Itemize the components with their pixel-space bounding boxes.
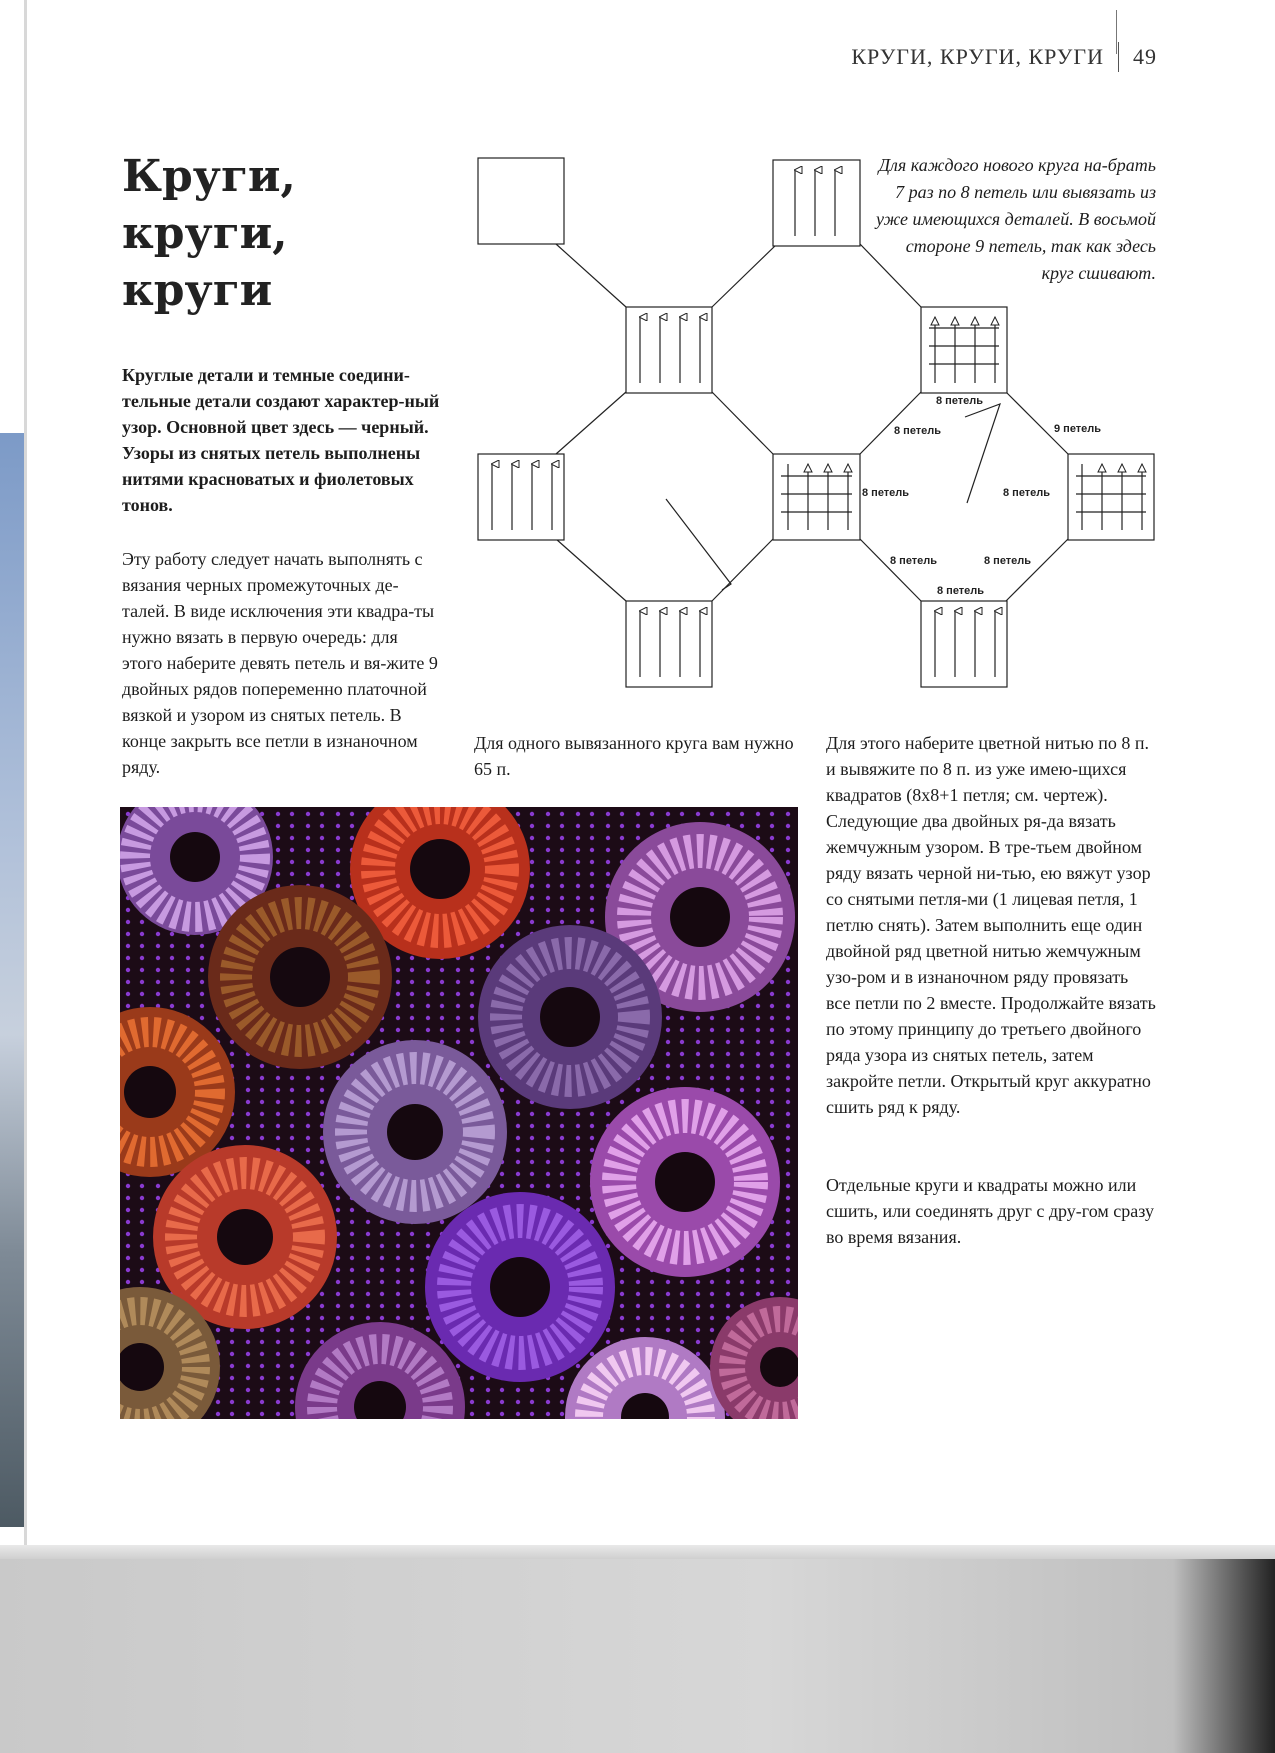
title-line-2: круги, (122, 208, 288, 259)
label-8-stitches: 8 петель (984, 555, 1032, 567)
connector-line (712, 244, 777, 307)
label-8-stitches: 8 петель (1003, 487, 1051, 499)
scan-left-strip (0, 433, 24, 1527)
running-header (851, 42, 1157, 72)
seam-gap-left (666, 499, 731, 590)
connector-line (860, 539, 921, 601)
connector-line (1006, 539, 1068, 601)
body-paragraph-left: Эту работу следует начать выполнять с вязания черных промежуточных де-талей. В виде исключения эти квадра-ты нужно вязать в первую очередь: для этого наберите девять петель и вя-жите 9 двойных рядов попеременно платочной вязкой и узором из снятых петель. В конце закрыть все петли в изнаночном ряду. (122, 549, 438, 777)
connector-line (556, 539, 626, 601)
page-number: 49 (1133, 44, 1157, 69)
label-8-stitches: 8 петель (937, 585, 985, 597)
motif-circle (208, 885, 392, 1069)
intro-paragraph: Круглые детали и темные соедини-тельные детали создают характер-ный узор. Основной цвет здесь — черный. Узоры из снятых петель выполнены нитями красноватых и фиолетовых тонов. (122, 365, 440, 515)
connector-line (860, 392, 921, 454)
title-line-1: Круги, (122, 151, 296, 202)
square-arrows (626, 307, 712, 393)
connector-line (712, 539, 773, 601)
motif-circle (590, 1087, 780, 1277)
connector-line (860, 244, 921, 307)
connector-line (712, 392, 773, 454)
assembly-diagram (470, 150, 1170, 690)
label-9-stitches: 9 петель (1054, 423, 1102, 435)
square-arrows (478, 454, 564, 540)
motif-circle (425, 1192, 615, 1382)
page-edge (24, 0, 27, 1545)
scan-bottom-shadow (0, 1545, 1275, 1753)
square-arrows (626, 601, 712, 687)
yarn-caption: Для одного вывязанного круга вам нужно 65 п. (474, 733, 794, 779)
connector-line (556, 392, 626, 454)
body-paragraph-right: Для этого наберите цветной нитью по 8 п. и вывяжите по 8 п. из уже имею-щихся квадратов (8х8+1 петля; см. чертеж). Следующие два двойных ря-да вязать жемчужным узором. В тре-тьем двойном ряду вязать черной ни-тью, ею вяжут узор со снятыми петля-ми (1 лицевая петля, 1 петлю снять). Затем выполнить еще один двойной ряд цветной нитью жемчужным узо-ром и в изнаночном ряду провязать все петли по 2 вместе. Продолжайте вязать по этому принципу до третьего двойного ряда узора из снятых петель, затем закройте петли. Открытый круг аккуратно сшить ряд к ряду. (826, 733, 1156, 1117)
square-arrows (921, 601, 1007, 687)
body-paragraph-right-2: Отдельные круги и квадраты можно или сшить, или соединять друг с дру-гом сразу во время вязания. (826, 1175, 1154, 1247)
label-8-stitches: 8 петель (894, 425, 942, 437)
label-8-stitches: 8 петель (890, 555, 938, 567)
label-8-stitches: 8 петель (862, 487, 910, 499)
square-plain (478, 158, 564, 244)
label-8-stitches: 8 петель (936, 395, 984, 407)
seam-gap-right (965, 404, 1000, 503)
motif-circle (478, 925, 662, 1109)
knitted-circles-photo (120, 807, 798, 1419)
diagram-note: Для каждого нового круга на-брать 7 раз по 8 петель или вывязать из уже имеющихся деталей. В восьмой стороне 9 петель, так как здесь круг сшивают. (875, 155, 1156, 283)
section-title: КРУГИ, КРУГИ, КРУГИ (851, 44, 1104, 69)
motif-circle (323, 1040, 507, 1224)
title-line-3: круги (122, 265, 273, 316)
header-separator (1118, 42, 1119, 72)
connector-line (556, 244, 626, 307)
square-arrows (773, 160, 860, 246)
article-title (122, 148, 422, 319)
